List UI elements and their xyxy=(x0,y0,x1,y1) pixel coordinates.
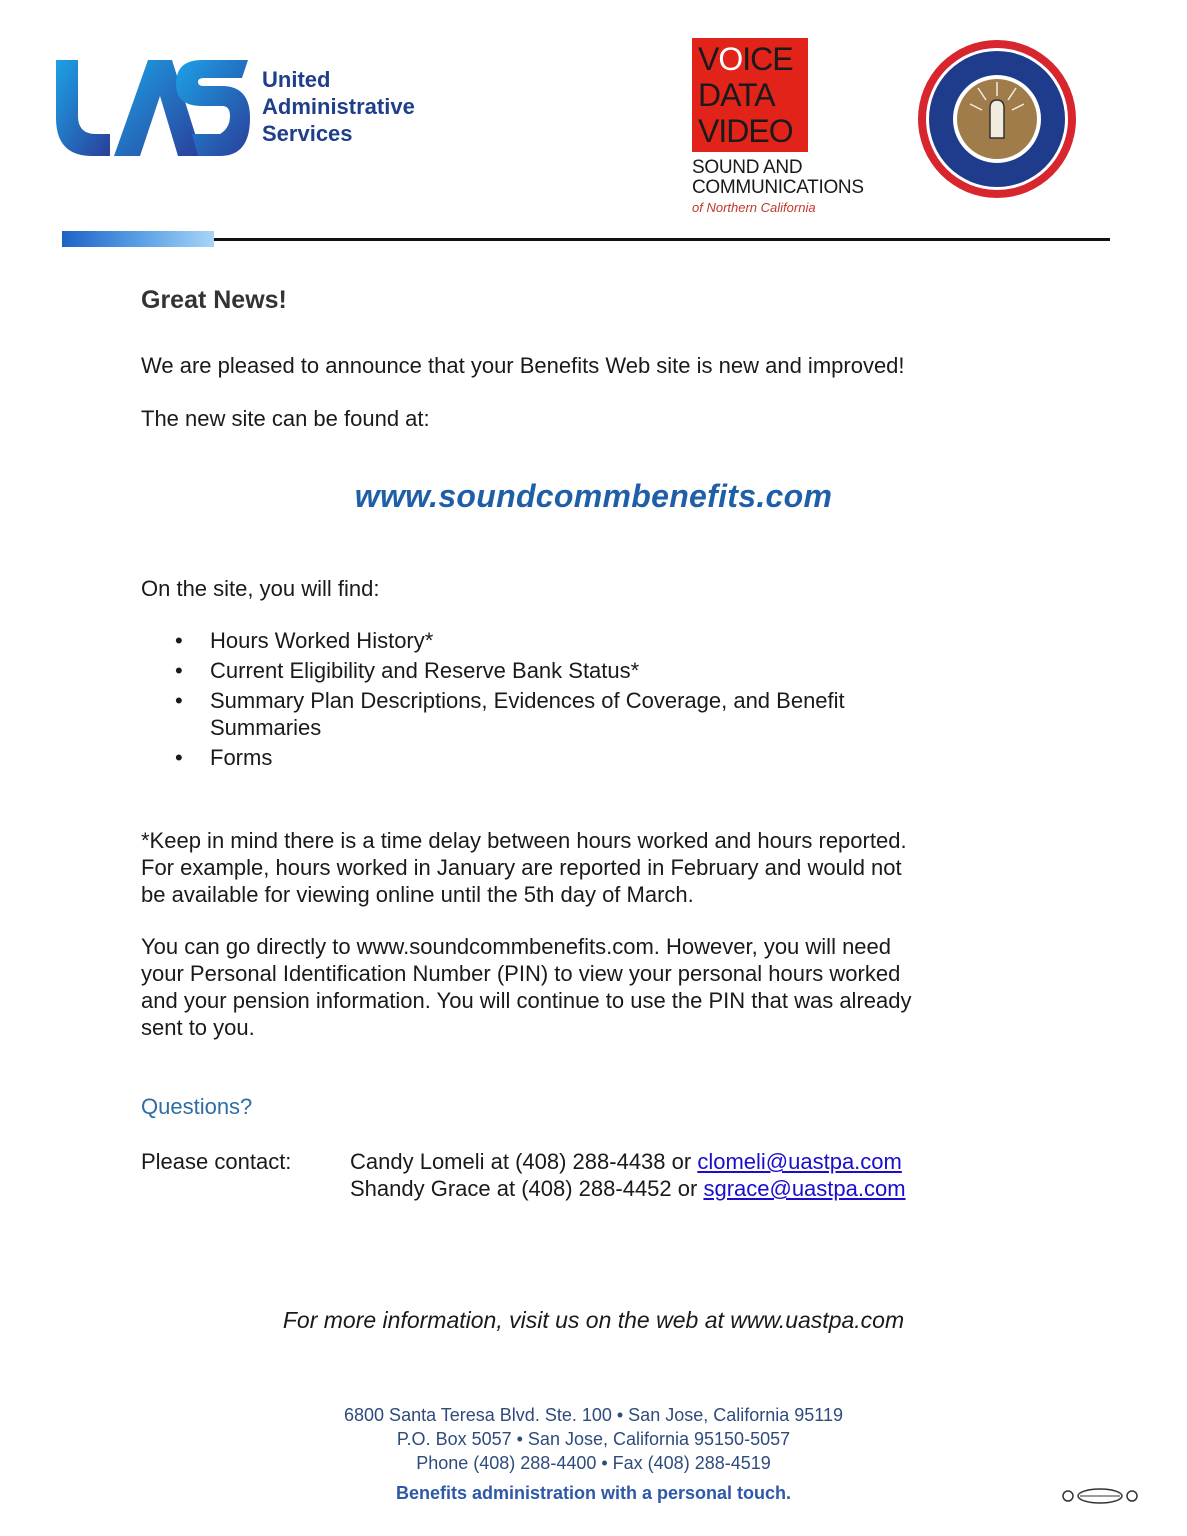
bullet-icon: • xyxy=(175,745,183,770)
site-url-link[interactable]: www.soundcommbenefits.com xyxy=(354,478,833,514)
site-intro-paragraph: The new site can be found at: xyxy=(141,406,430,431)
email-link-sgrace[interactable]: sgrace@uastpa.com xyxy=(703,1176,906,1201)
sound-comm-region: of Northern California xyxy=(692,200,816,215)
list-item: • Current Eligibility and Reserve Bank Status* xyxy=(175,658,640,683)
list-item: • Forms xyxy=(175,745,273,770)
page-title: Great News! xyxy=(141,286,287,314)
vdv-line-video: VIDEO xyxy=(698,113,793,149)
list-item-continuation: Summaries xyxy=(210,715,322,740)
more-info-line: For more information, visit us on the web at www.uastpa.com xyxy=(282,1307,905,1333)
time-delay-note: *Keep in mind there is a time delay between hours worked and hours reported. For example, hours worked in January are reported in February and would not be available for viewing online until the 5th day of March. xyxy=(141,828,907,907)
vdv-line-data: DATA xyxy=(698,77,775,113)
features-list xyxy=(175,627,845,774)
header-rule-accent xyxy=(62,231,214,247)
pin-paragraph: You can go directly to www.soundcommbenefits.com. However, you will need your Personal Identification Number (PIN) to view your personal hours worked and your pension information. You will continue to use the PIN that was already sent to you. xyxy=(141,934,912,1040)
vdv-line-voice: VOICE xyxy=(698,41,793,77)
bullet-icon: • xyxy=(175,628,183,653)
uas-logo xyxy=(52,56,252,160)
header-rule-line xyxy=(214,238,1110,241)
footer-address: 6800 Santa Teresa Blvd. Ste. 100 • San Jose, California 95119 P.O. Box 5057 • San Jose, California 95150-5057 Phone (408) 288-4400 • Fax (408) 288-4519 xyxy=(344,1405,843,1473)
contact-label: Please contact: xyxy=(141,1149,292,1174)
contact-list xyxy=(350,1148,906,1202)
ibew-seal-icon xyxy=(916,38,1078,200)
sound-comm-line-1: SOUND AND xyxy=(692,157,803,178)
uas-company-name: United Administrative Services xyxy=(262,67,415,146)
voice-data-video-logo xyxy=(692,38,808,152)
sound-comm-line-2: COMMUNICATIONS xyxy=(692,177,864,198)
email-link-clomeli[interactable]: clomeli@uastpa.com xyxy=(697,1149,902,1174)
union-bug-icon xyxy=(1060,1486,1140,1506)
contact-line-shandy: Shandy Grace at (408) 288-4452 or sgrace@uastpa.com xyxy=(350,1176,906,1201)
bullet-icon: • xyxy=(175,688,183,713)
list-item: • Summary Plan Descriptions, Evidences of Coverage, and Benefit xyxy=(175,688,845,713)
contact-line-candy: Candy Lomeli at (408) 288-4438 or clomeli@uastpa.com xyxy=(350,1149,902,1174)
intro-paragraph: We are pleased to announce that your Benefits Web site is new and improved! xyxy=(141,353,905,378)
list-item: • Hours Worked History* xyxy=(175,628,434,653)
find-intro-paragraph: On the site, you will find: xyxy=(141,576,380,601)
footer-tagline: Benefits administration with a personal touch. xyxy=(395,1483,792,1503)
questions-heading: Questions? xyxy=(141,1094,253,1119)
bullet-icon: • xyxy=(175,658,183,683)
